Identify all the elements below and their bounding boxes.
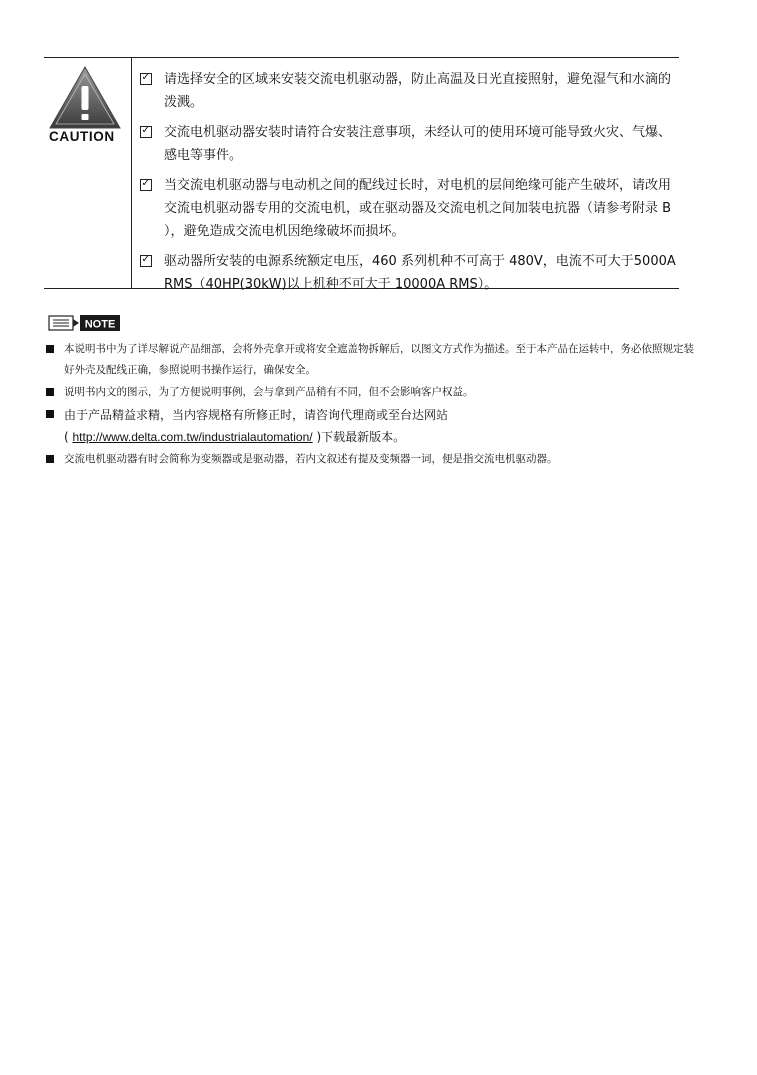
caution-item-text: 请选择安全的区域来安装交流电机驱动器，防止高温及日光直接照射，避免湿气和水滴的泼溅。 — [164, 72, 672, 110]
caution-item — [140, 250, 680, 296]
caution-item-text: 驱动器所安装的电源系统额定电压，460 系列机种不可高于 480V，电流不可大于5000A RMS（40HP(30kW)以上机种不可大于 10000A RMS）。 — [164, 254, 676, 292]
website-link[interactable]: http://www.delta.com.tw/industrialautomation/ — [72, 430, 313, 444]
caution-item — [140, 68, 680, 114]
notepad-icon — [49, 316, 79, 330]
checkbox-icon — [140, 179, 152, 191]
note-label: NOTE — [84, 318, 116, 331]
checkbox-icon — [140, 255, 152, 267]
note-item — [46, 404, 696, 448]
caution-item-text: 交流电机驱动器安装时请符合安装注意事项，未经认可的使用环境可能导致火灾、气爆、感电等事件。 — [164, 125, 672, 163]
note-badge — [48, 314, 122, 332]
caution-item — [140, 174, 680, 243]
bullet-icon — [46, 455, 54, 463]
note-item-text: 本说明书中为了详尽解说产品细部，会将外壳拿开或将安全遮盖物拆解后，以图文方式作为描述。至于本产品在运转中，务必依照规定装好外壳及配线正确，参照说明书操作运行，确保安全。 — [64, 343, 694, 376]
checkbox-icon — [140, 126, 152, 138]
note-item — [46, 382, 696, 403]
note-list — [46, 339, 696, 471]
caution-list — [140, 68, 680, 303]
note-item-text: 说明书内文的图示，为了方便说明事例，会与拿到产品稍有不同，但不会影响客户权益。 — [64, 386, 474, 398]
caution-item — [140, 121, 680, 167]
note-item — [46, 339, 696, 381]
caution-item-text: 当交流电机驱动器与电动机之间的配线过长时，对电机的层间绝缘可能产生破坏，请改用交流电机驱动器专用的交流电机，或在驱动器及交流电机之间加装电抗器（请参考附录 B ），避免造成交流电机因绝缘破坏而损坏。 — [164, 178, 672, 239]
caution-divider — [131, 58, 132, 288]
bullet-icon — [46, 345, 54, 353]
url-suffix: )下载最新版本。 — [312, 430, 406, 444]
caution-label: CAUTION — [49, 129, 115, 144]
url-prefix: ( — [64, 430, 73, 444]
caution-section — [44, 57, 679, 292]
bullet-icon — [46, 388, 54, 396]
note-item — [46, 449, 696, 470]
note-item-text: 由于产品精益求精，当内容规格有所修正时，请咨询代理商或至台达网站 — [64, 408, 449, 422]
bullet-icon — [46, 410, 54, 418]
note-item-text: 交流电机驱动器有时会简称为变频器或是驱动器，若内文叙述有提及变频器一词，便是指交流电机驱动器。 — [64, 453, 558, 465]
checkbox-icon — [140, 73, 152, 85]
